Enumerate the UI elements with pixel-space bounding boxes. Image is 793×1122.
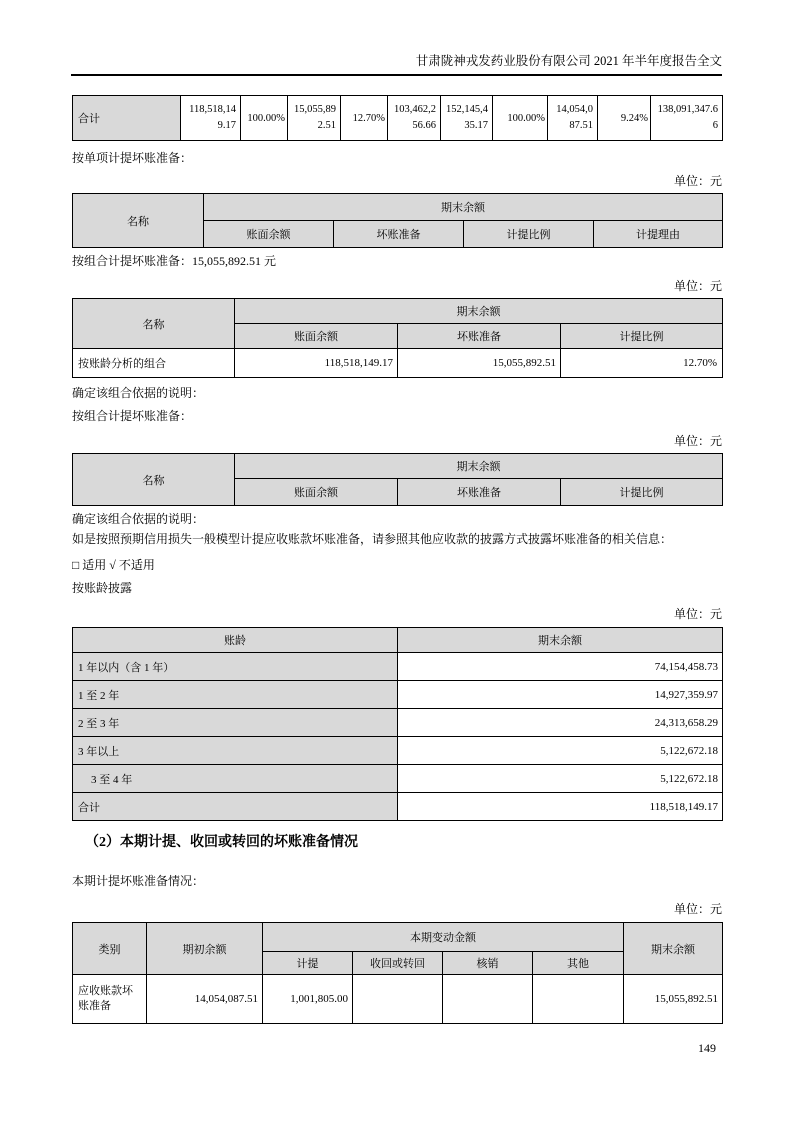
- table-row: [73, 653, 723, 681]
- opening-balance-header: 期初余额: [147, 923, 263, 975]
- by-group-label: 按组合计提坏账准备：: [72, 409, 193, 423]
- table-row: [73, 681, 723, 709]
- report-header-title: 甘肃陇神戎发药业股份有限公司 2021 年半年度报告全文: [415, 54, 722, 68]
- note-basis-label: 确定该组合依据的说明：: [72, 386, 205, 400]
- closing-balance-cell: 15,055,892.51: [624, 975, 723, 1024]
- subheader-cell: 坏账准备: [334, 221, 464, 248]
- bad-debt-cell: 15,055,892.51: [398, 349, 561, 378]
- subheader-cell: 计提比例: [561, 324, 723, 349]
- subheader-cell: 账面余额: [204, 221, 334, 248]
- subheader-cell: 坏账准备: [398, 324, 561, 349]
- total-value-cell: 100.00%: [493, 96, 548, 141]
- aging-label-cell: 1 年以内（含 1 年）: [73, 653, 398, 681]
- current-provision-table: [72, 922, 723, 1024]
- total-value-cell: 103,462,256.66: [388, 96, 441, 141]
- opening-balance-cell: 14,054,087.51: [147, 975, 263, 1024]
- table-header-row: [73, 923, 723, 952]
- total-row-label: 合计: [73, 96, 181, 141]
- by-group-amount-label: 按组合计提坏账准备：15,055,892.51 元: [72, 254, 277, 268]
- subheader-cell: 账面余额: [235, 324, 398, 349]
- table-row: [73, 709, 723, 737]
- subheader-cell: 计提比例: [561, 479, 723, 506]
- aging-disclosure-label: 按账龄披露: [72, 581, 133, 595]
- total-value-cell: 138,091,347.66: [651, 96, 723, 141]
- change-amount-header: 本期变动金额: [263, 923, 624, 952]
- aging-value-cell: 74,154,458.73: [398, 653, 723, 681]
- period-end-header: 期末余额: [235, 454, 723, 479]
- subheader-cell: 收回或转回: [353, 952, 443, 975]
- total-value-cell: 14,054,087.51: [548, 96, 598, 141]
- table-header-row: [73, 299, 723, 324]
- unit-label: 单位：元: [673, 902, 722, 916]
- aging-value-cell: 14,927,359.97: [398, 681, 723, 709]
- total-value-cell: 9.24%: [598, 96, 651, 141]
- ecl-note: 如是按照预期信用损失一般模型计提应收账款坏账准备，请参照其他应收款的披露方式披露坏账准备的相关信息：: [72, 532, 673, 546]
- subheader-cell: 坏账准备: [398, 479, 561, 506]
- group-name-cell: 按账龄分析的组合: [73, 349, 235, 378]
- aging-table: [72, 627, 723, 821]
- closing-balance-header: 期末余额: [624, 923, 723, 975]
- subheader-cell: 其他: [533, 952, 624, 975]
- table-header-row: [73, 454, 723, 479]
- total-summary-table: [72, 95, 723, 141]
- provision-cell: 1,001,805.00: [263, 975, 353, 1024]
- table-row: [73, 793, 723, 821]
- period-end-header: 期末余额: [398, 628, 723, 653]
- aging-header: 账龄: [73, 628, 398, 653]
- page-number: 149: [698, 1041, 716, 1055]
- total-value-cell: 100.00%: [241, 96, 288, 141]
- total-value-cell: 12.70%: [341, 96, 388, 141]
- aging-value-cell: 24,313,658.29: [398, 709, 723, 737]
- recovered-cell: [353, 975, 443, 1024]
- table-row: [73, 737, 723, 765]
- col-name-header: 名称: [73, 194, 204, 248]
- aging-value-cell: 5,122,672.18: [398, 737, 723, 765]
- aging-label-cell: 2 至 3 年: [73, 709, 398, 737]
- group-provision-table-2: [72, 453, 723, 506]
- section2-heading: （2）本期计提、收回或转回的坏账准备情况: [85, 835, 358, 850]
- unit-label: 单位：元: [673, 279, 722, 293]
- table-row: [73, 96, 723, 141]
- aging-label-cell: 合计: [73, 793, 398, 821]
- table-row: [73, 349, 723, 378]
- col-name-header: 名称: [73, 299, 235, 349]
- written-off-cell: [443, 975, 533, 1024]
- total-value-cell: 15,055,892.51: [288, 96, 341, 141]
- col-name-header: 名称: [73, 454, 235, 506]
- unit-label: 单位：元: [673, 607, 722, 621]
- subheader-cell: 计提: [263, 952, 353, 975]
- aging-value-cell: 5,122,672.18: [398, 765, 723, 793]
- group-provision-table: [72, 298, 723, 378]
- aging-label-cell: 3 至 4 年: [73, 765, 398, 793]
- individual-provision-table: [72, 193, 723, 248]
- unit-label: 单位：元: [673, 174, 722, 188]
- header-rule: [71, 74, 722, 76]
- table-header-row: [73, 628, 723, 653]
- applicable-line: □ 适用 √ 不适用: [72, 558, 155, 572]
- table-header-row: [73, 194, 723, 221]
- subheader-cell: 账面余额: [235, 479, 398, 506]
- other-cell: [533, 975, 624, 1024]
- subheader-cell: 核销: [443, 952, 533, 975]
- note-basis-label: 确定该组合依据的说明：: [72, 512, 205, 526]
- aging-value-cell: 118,518,149.17: [398, 793, 723, 821]
- current-provision-label: 本期计提坏账准备情况：: [72, 874, 205, 888]
- category-cell: 应收账款坏账准备: [73, 975, 147, 1024]
- period-end-header: 期末余额: [204, 194, 723, 221]
- subheader-cell: 计提比例: [464, 221, 594, 248]
- total-value-cell: 118,518,149.17: [181, 96, 241, 141]
- aging-label-cell: 3 年以上: [73, 737, 398, 765]
- category-header: 类别: [73, 923, 147, 975]
- table-row: [73, 765, 723, 793]
- ratio-cell: 12.70%: [561, 349, 723, 378]
- book-balance-cell: 118,518,149.17: [235, 349, 398, 378]
- unit-label: 单位：元: [673, 434, 722, 448]
- period-end-header: 期末余额: [235, 299, 723, 324]
- aging-label-cell: 1 至 2 年: [73, 681, 398, 709]
- by-item-label: 按单项计提坏账准备：: [72, 151, 193, 165]
- table-row: [73, 975, 723, 1024]
- total-value-cell: 152,145,435.17: [441, 96, 493, 141]
- subheader-cell: 计提理由: [594, 221, 723, 248]
